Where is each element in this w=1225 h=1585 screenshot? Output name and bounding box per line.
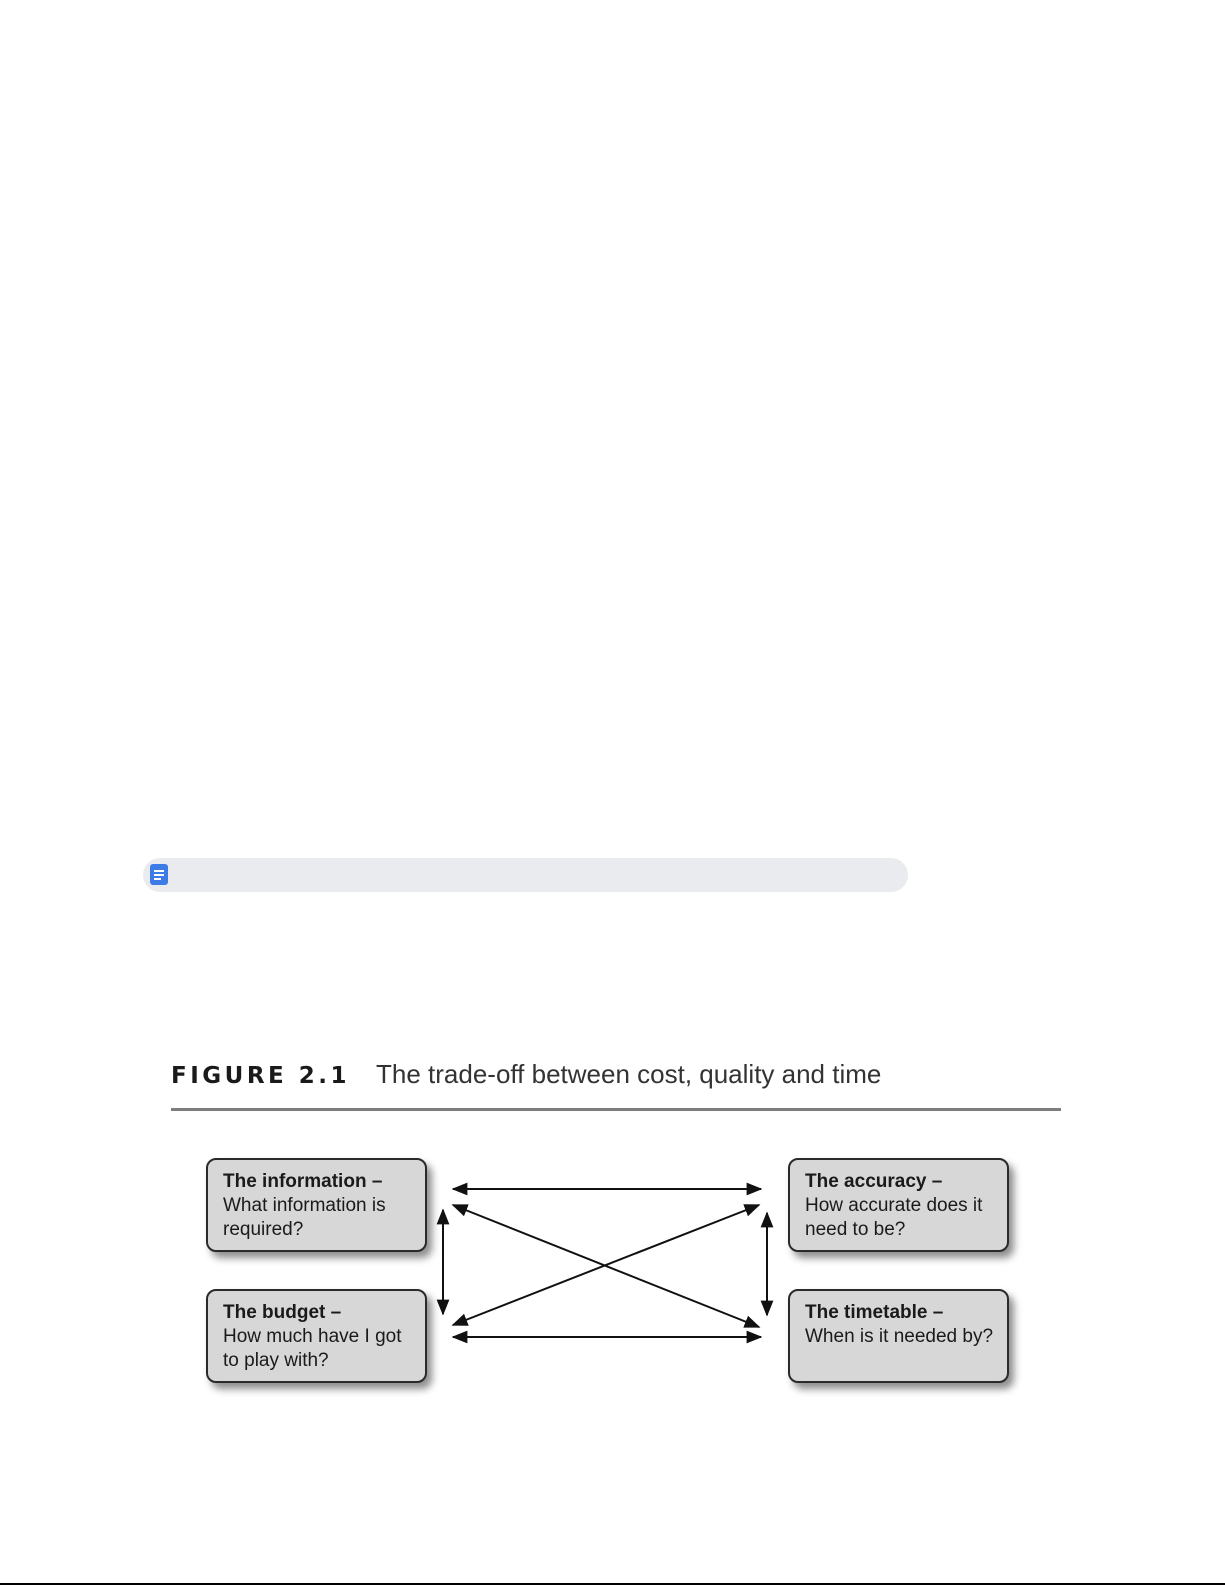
node-budget: [206, 1289, 427, 1383]
node-accuracy-title: The accuracy –: [805, 1171, 943, 1192]
node-timetable-title: The timetable –: [805, 1302, 944, 1323]
node-information-text: What information is required?: [223, 1195, 386, 1240]
node-information: [206, 1158, 427, 1252]
node-accuracy-text: How accurate does it need to be?: [805, 1195, 983, 1240]
figure-2-1: [147, 1030, 1065, 1430]
node-budget-title: The budget –: [223, 1302, 342, 1323]
node-budget-text: How much have I got to play with?: [223, 1326, 402, 1371]
node-information-title: The information –: [223, 1171, 383, 1192]
figure-caption: The trade-off between cost, quality and time: [376, 1059, 882, 1089]
node-accuracy: [788, 1158, 1009, 1252]
figure-label: FIGURE 2.1: [171, 1063, 350, 1089]
document-icon[interactable]: [150, 864, 168, 885]
node-timetable-text: When is it needed by?: [805, 1326, 994, 1347]
document-note-bar[interactable]: [143, 858, 908, 892]
node-timetable: [788, 1289, 1009, 1383]
